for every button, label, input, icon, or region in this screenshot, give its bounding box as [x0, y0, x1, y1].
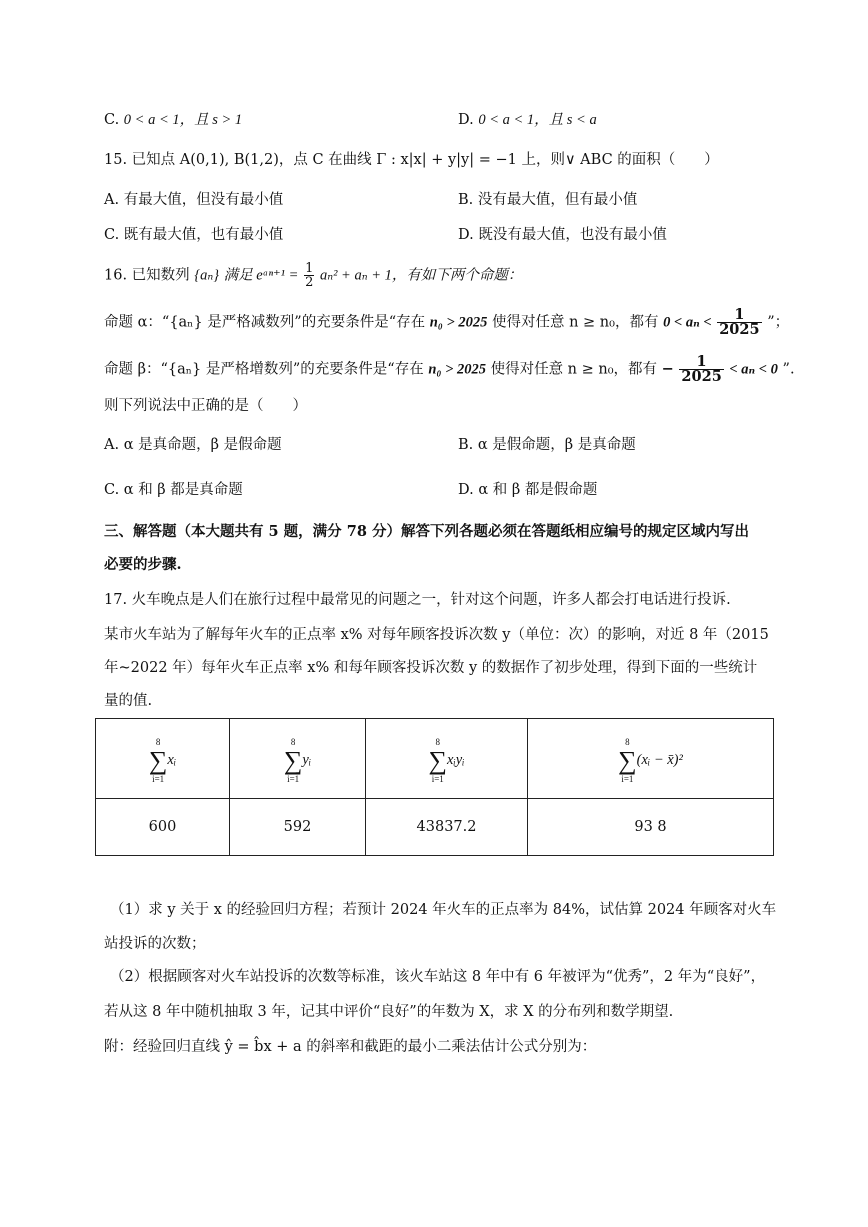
q16-proposition-beta: 命题 β：“{aₙ} 是严格增数列”的充要条件是“存在 n₀ > 2025 使得对任意 n ≥ n₀，都有 − $\frac{1}{2025}$ < aₙ < 0 ”. — [104, 353, 795, 385]
q15-option-a: A. 有最大值，但没有最小值 — [104, 192, 284, 208]
table-header-row — [96, 719, 774, 799]
q16-stem: 16. 已知数列 {aₙ} 满足 eᵃⁿ⁺¹ = $\frac{1}{2}$ aₙ² + aₙ + 1，有如下两个命题： — [104, 261, 523, 290]
q17-part1-line2: 站投诉的次数； — [104, 936, 206, 952]
sigma-icon: ∑ — [618, 745, 637, 775]
q15-stem: 15. 已知点 A(0,1), B(1,2)，点 C 在曲线 Γ : x|x| + y|y| = −1 上，则∨ ABC 的面积（ ） — [104, 152, 719, 168]
q14-option-c: C. 0 < a < 1，且 s > 1 — [104, 112, 243, 128]
table-row — [96, 799, 774, 856]
section3-heading: 三、解答题（本大题共有 5 题，满分 78 分）解答下列各题必须在答题纸相应编号的规定区域内写出 — [104, 523, 749, 540]
sigma-icon: ∑ — [148, 745, 168, 775]
q17-text-line1: 17. 火车晚点是人们在旅行过程中最常见的问题之一，针对这个问题，许多人都会打电话进行投诉. — [104, 592, 731, 608]
q16-option-c: C. α 和 β 都是真命题 — [104, 482, 243, 498]
q17-part2-line1: （2）根据顾客对火车站投诉的次数等标准，该火车站这 8 年中有 6 年被评为“优秀”，2 年为“良好”， — [110, 969, 766, 985]
beta-fraction: $\frac{1}{2025}$ — [681, 353, 722, 385]
table-cell: 592 — [230, 799, 366, 856]
q17-text-line2: 某市火车站为了解每年火车的正点率 x% 对每年顾客投诉次数 y（单位：次）的影响，对近 8 年（2015 — [104, 627, 769, 643]
section3-heading-cont: 必要的步骤. — [104, 556, 182, 573]
sigma-icon: ∑ — [428, 745, 448, 775]
table-cell: 600 — [96, 799, 230, 856]
table-header-cell: 8 ∑ i=1 xᵢyᵢ — [366, 719, 528, 799]
q15-option-d: D. 既没有最大值，也没有最小值 — [458, 227, 667, 243]
q16-option-d: D. α 和 β 都是假命题 — [458, 482, 598, 498]
q17-appendix: 附：经验回归直线 ŷ = b̂x + a 的斜率和截距的最小二乘法估计公式分别为： — [104, 1039, 597, 1055]
q17-text-line3: 年~2022 年）每年火车正点率 x% 和每年顾客投诉次数 y 的数据作了初步处理，得到下面的一些统计 — [104, 660, 758, 676]
table-header-cell: 8 ∑ i=1 yᵢ — [230, 719, 366, 799]
table-header-cell: 8 ∑ i=1 (xᵢ − x̄)² — [528, 719, 774, 799]
table-cell: 43837.2 — [366, 799, 528, 856]
alpha-fraction: $\frac{1}{2025}$ — [719, 306, 760, 338]
q15-option-b: B. 没有最大值，但有最小值 — [458, 192, 638, 208]
q16-option-a: A. α 是真命题，β 是假命题 — [104, 437, 282, 453]
sigma-icon: ∑ — [283, 745, 303, 775]
one-half-fraction: $\frac{1}{2}$ — [305, 261, 314, 290]
q17-part2-line2: 若从这 8 年中随机抽取 3 年，记其中评价“良好”的年数为 X，求 X 的分布列和数学期望. — [104, 1004, 674, 1020]
q16-proposition-alpha: 命题 α：“{aₙ} 是严格减数列”的充要条件是“存在 n₀ > 2025 使得对任意 n ≥ n₀，都有 0 < aₙ < $\frac{1}{2025}$ ”； — [104, 306, 790, 338]
statistics-table — [95, 718, 774, 856]
q15-option-c: C. 既有最大值，也有最小值 — [104, 227, 284, 243]
q16-option-b: B. α 是假命题，β 是真命题 — [458, 437, 636, 453]
q17-part1-line1: （1）求 y 关于 x 的经验回归方程；若预计 2024 年火车的正点率为 84%，试估算 2024 年顾客对火车 — [110, 902, 777, 918]
q14-option-d: D. 0 < a < 1，且 s < a — [458, 112, 597, 128]
q17-text-line4: 量的值. — [104, 693, 153, 709]
table-cell: 93 8 — [528, 799, 774, 856]
table-header-cell: 8 ∑ i=1 xᵢ — [96, 719, 230, 799]
q16-question: 则下列说法中正确的是（ ） — [104, 398, 307, 414]
